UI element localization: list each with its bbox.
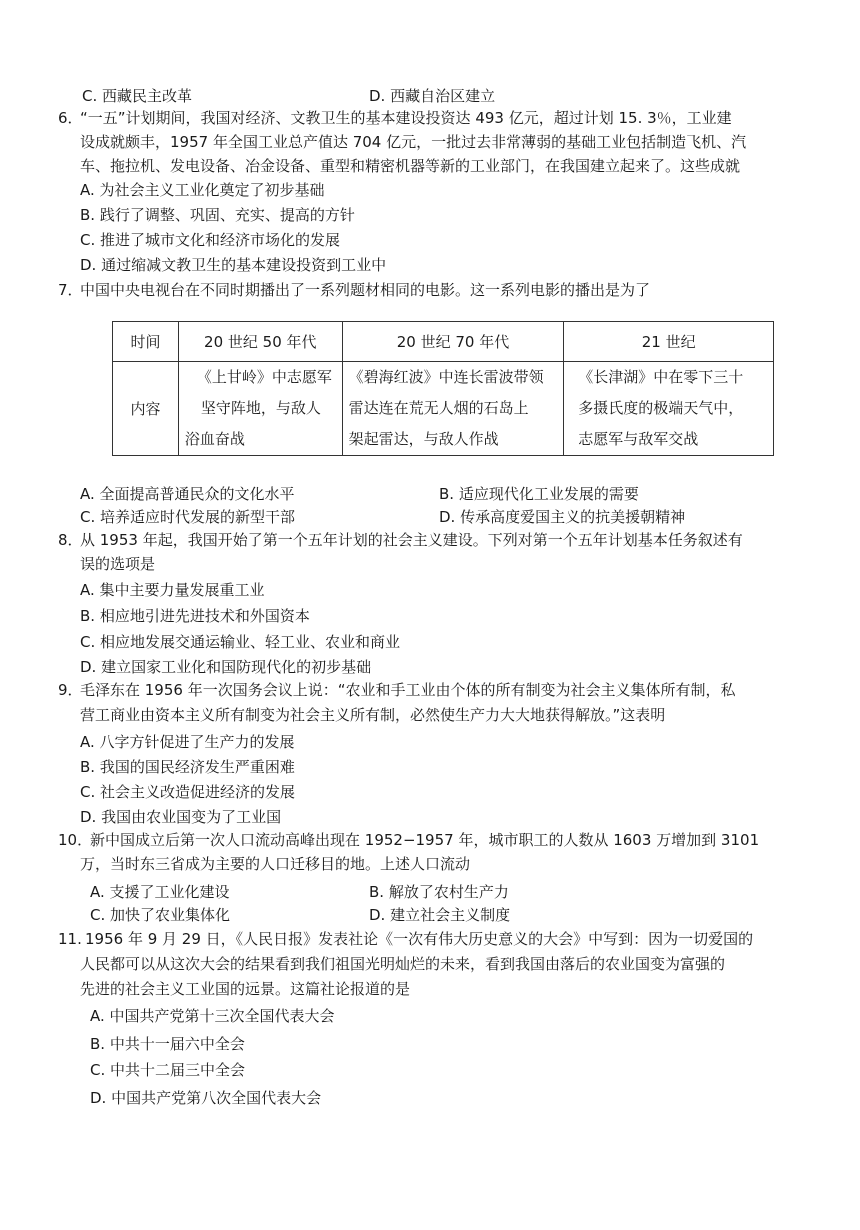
q10-option-c: C. 加快了农业集体化 [90, 906, 231, 924]
q6-option-a: A. 为社会主义工业化奠定了初步基础 [80, 181, 325, 199]
q10-stem-line-2: 万，当时东三省成为主要的人口迁移目的地。上述人口流动 [80, 855, 471, 873]
q6-number: 6． [58, 109, 83, 127]
q6-option-b: B. 践行了调整、巩固、充实、提高的方针 [80, 206, 355, 224]
q7-option-a: A. 全面提高普通民众的文化水平 [80, 485, 295, 503]
q9-number: 9． [58, 681, 83, 699]
q7-header-21st: 21 世纪 [564, 322, 774, 362]
q8-option-c: C. 相应地发展交通运输业、轻工业、农业和商业 [80, 633, 401, 651]
q6-option-c: C. 推进了城市文化和经济市场化的发展 [80, 231, 341, 249]
q5-option-c: C. 西藏民主改革 [82, 87, 193, 105]
q11-stem-line-2: 人民都可以从这次大会的结果看到我们祖国光明灿烂的未来，看到我国由落后的农业国变为富强的 [80, 955, 726, 973]
q7-cell-1950s-line-1: 《上甘岭》中志愿军 [196, 368, 332, 386]
q8-option-b: B. 相应地引进先进技术和外国资本 [80, 607, 310, 625]
q6-option-d: D. 通过缩减文教卫生的基本建设投资到工业中 [80, 256, 387, 274]
q8-stem-line-1: 从 1953 年起，我国开始了第一个五年计划的社会主义建设。下列对第一个五年计划基本任务叙述有 [80, 531, 743, 549]
q8-number: 8． [58, 531, 83, 549]
q7-cell-1950s [178, 362, 342, 456]
q9-option-a: A. 八字方针促进了生产力的发展 [80, 733, 295, 751]
q7-header-1970s: 20 世纪 70 年代 [342, 322, 564, 362]
q9-option-d: D. 我国由农业国变为了工业国 [80, 808, 282, 826]
q6-stem-line-2: 设成就颇丰，1957 年全国工业总产值达 704 亿元，一批过去非常薄弱的基础工业包括制造飞机、汽 [80, 133, 747, 151]
q8-option-a: A. 集中主要力量发展重工业 [80, 581, 265, 599]
q6-stem-line-3: 车、拖拉机、发电设备、冶金设备、重型和精密机器等新的工业部门，在我国建立起来了。这些成就 [80, 157, 741, 175]
q10-option-d: D. 建立社会主义制度 [369, 906, 511, 924]
q7-cell-1950s-line-3: 浴血奋战 [184, 430, 245, 448]
q7-row-label: 内容 [113, 362, 179, 456]
q9-stem-line-1: 毛泽东在 1956 年一次国务会议上说：“农业和手工业由个体的所有制变为社会主义集体所有制，私 [80, 681, 736, 699]
q10-number: 10． [58, 831, 93, 849]
q11-stem-line-1: 1956 年 9 月 29 日，《人民日报》发表社论《一次有伟大历史意义的大会》中写到：因为一切爱国的 [85, 930, 754, 948]
q7-cell-21st-line-3: 志愿军与敌军交战 [578, 430, 699, 448]
q7-table [112, 321, 774, 456]
q7-cell-1950s-line-2: 坚守阵地，与敌人 [200, 399, 321, 417]
q7-cell-1970s-line-1: 《碧海红波》中连长雷波带领 [348, 368, 544, 386]
q7-cell-1970s-line-3: 架起雷达，与敌人作战 [348, 430, 499, 448]
q7-cell-21st [564, 362, 774, 456]
q7-option-c: C. 培养适应时代发展的新型干部 [80, 508, 296, 526]
q11-number: 11. [58, 930, 82, 948]
q9-stem-line-2: 营工商业由资本主义所有制变为社会主义所有制，必然使生产力大大地获得解放。”这表明 [80, 706, 666, 724]
q6-stem-line-1: “一五”计划期间，我国对经济、文教卫生的基本建设投资达 493 亿元，超过计划 15. 3％，工业建 [80, 109, 732, 127]
q7-header-time: 时间 [113, 322, 179, 362]
q7-cell-1970s [342, 362, 564, 456]
q9-option-c: C. 社会主义改造促进经济的发展 [80, 783, 296, 801]
q10-stem-line-1: 新中国成立后第一次人口流动高峰出现在 1952−1957 年，城市职工的人数从 1603 万增加到 3101 [90, 831, 760, 849]
q10-option-b: B. 解放了农村生产力 [369, 883, 509, 901]
q11-option-b: B. 中共十一届六中全会 [90, 1035, 245, 1053]
q11-option-c: C. 中共十二届三中全会 [90, 1061, 246, 1079]
q11-option-d: D. 中国共产党第八次全国代表大会 [90, 1089, 322, 1107]
q7-cell-21st-line-2: 多摄氏度的极端天气中， [578, 399, 744, 417]
q8-stem-line-2: 误的选项是 [80, 555, 156, 573]
q9-option-b: B. 我国的国民经济发生严重困难 [80, 758, 295, 776]
q7-header-1950s: 20 世纪 50 年代 [178, 322, 342, 362]
q7-stem: 中国中央电视台在不同时期播出了一系列题材相同的电影。这一系列电影的播出是为了 [80, 281, 651, 299]
q7-cell-21st-line-1: 《长津湖》中在零下三十 [578, 368, 744, 386]
q7-number: 7． [58, 281, 83, 299]
q11-option-a: A. 中国共产党第十三次全国代表大会 [90, 1007, 335, 1025]
q11-stem-line-3: 先进的社会主义工业国的远景。这篇社论报道的是 [80, 980, 411, 998]
q5-option-d: D. 西藏自治区建立 [369, 87, 496, 105]
q8-option-d: D. 建立国家工业化和国防现代化的初步基础 [80, 658, 372, 676]
q7-option-d: D. 传承高度爱国主义的抗美援朝精神 [439, 508, 686, 526]
q10-option-a: A. 支援了工业化建设 [90, 883, 230, 901]
q7-cell-1970s-line-2: 雷达连在荒无人烟的石岛上 [348, 399, 529, 417]
q7-option-b: B. 适应现代化工业发展的需要 [439, 485, 639, 503]
